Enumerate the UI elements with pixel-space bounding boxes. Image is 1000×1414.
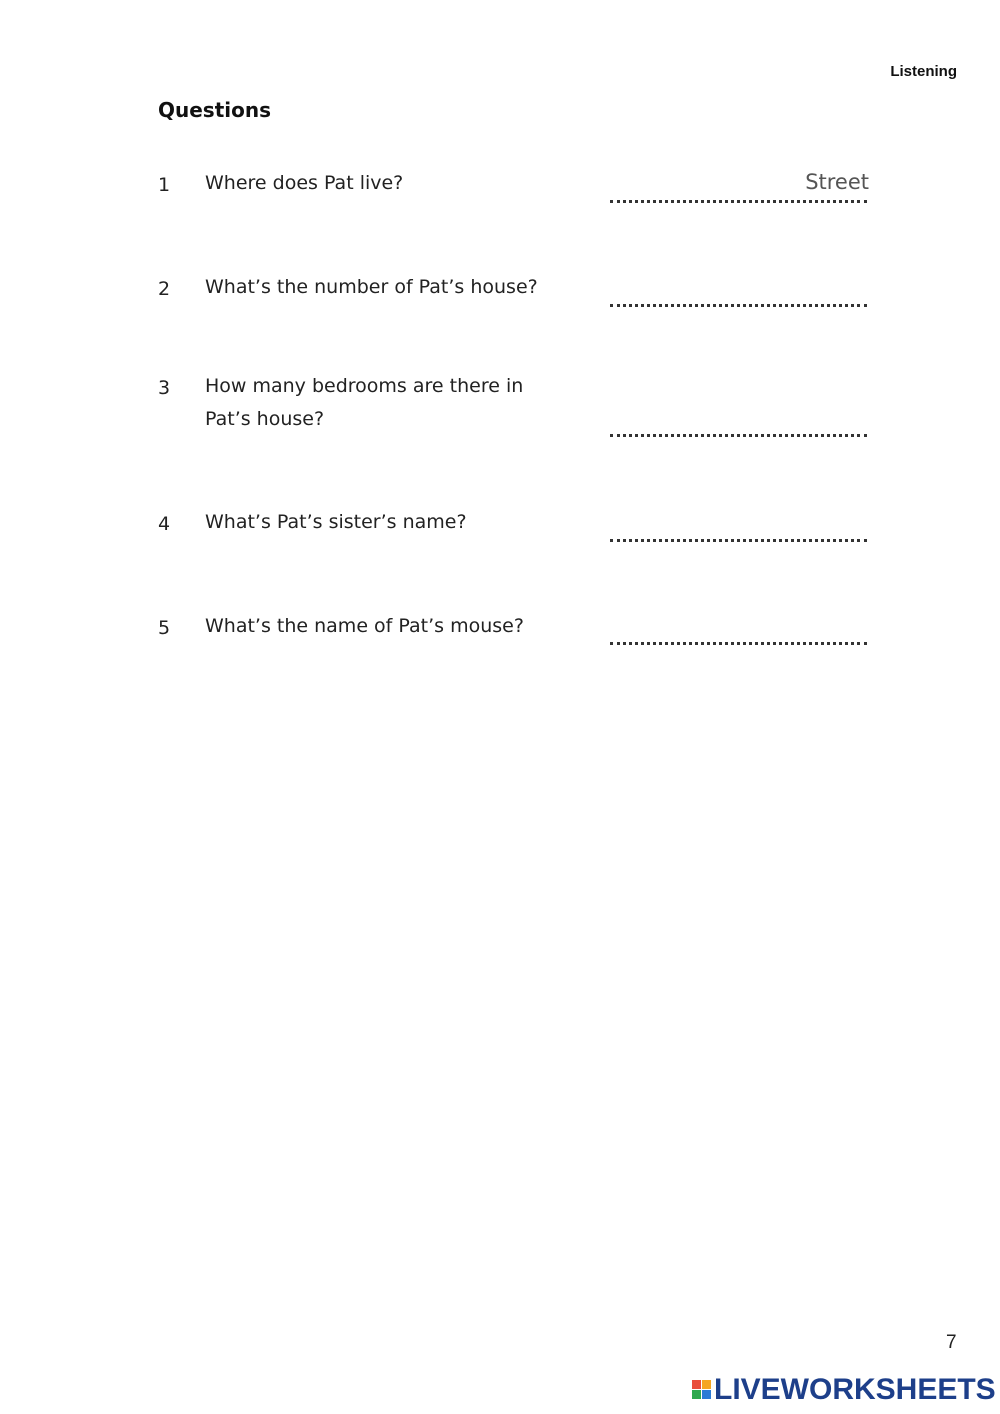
question-number: 2 bbox=[158, 278, 171, 300]
question-number: 4 bbox=[158, 513, 171, 535]
answer-value: Street bbox=[805, 170, 869, 194]
answer-field-2[interactable] bbox=[610, 304, 867, 307]
answer-field-4[interactable] bbox=[610, 539, 867, 542]
page-number: 7 bbox=[946, 1332, 957, 1353]
liveworksheets-logo-icon bbox=[692, 1380, 712, 1400]
answer-field-5[interactable] bbox=[610, 642, 867, 645]
question-text: What’s Pat’s sister’s name? bbox=[205, 511, 467, 533]
section-label: Listening bbox=[890, 63, 957, 80]
question-text: Where does Pat live? bbox=[205, 172, 404, 194]
question-number: 5 bbox=[158, 617, 171, 639]
question-text: What’s the name of Pat’s mouse? bbox=[205, 615, 524, 637]
page-title: Questions bbox=[158, 98, 272, 122]
question-number: 1 bbox=[158, 174, 171, 196]
brand-name: LIVEWORKSHEETS bbox=[714, 1373, 996, 1406]
liveworksheets-brand[interactable] bbox=[692, 1373, 996, 1407]
question-text: How many bedrooms are there in Pat’s house? bbox=[205, 375, 524, 430]
question-text: What’s the number of Pat’s house? bbox=[205, 276, 538, 298]
question-number: 3 bbox=[158, 377, 171, 399]
answer-field-1[interactable] bbox=[610, 170, 869, 203]
answer-field-3[interactable] bbox=[610, 434, 867, 437]
